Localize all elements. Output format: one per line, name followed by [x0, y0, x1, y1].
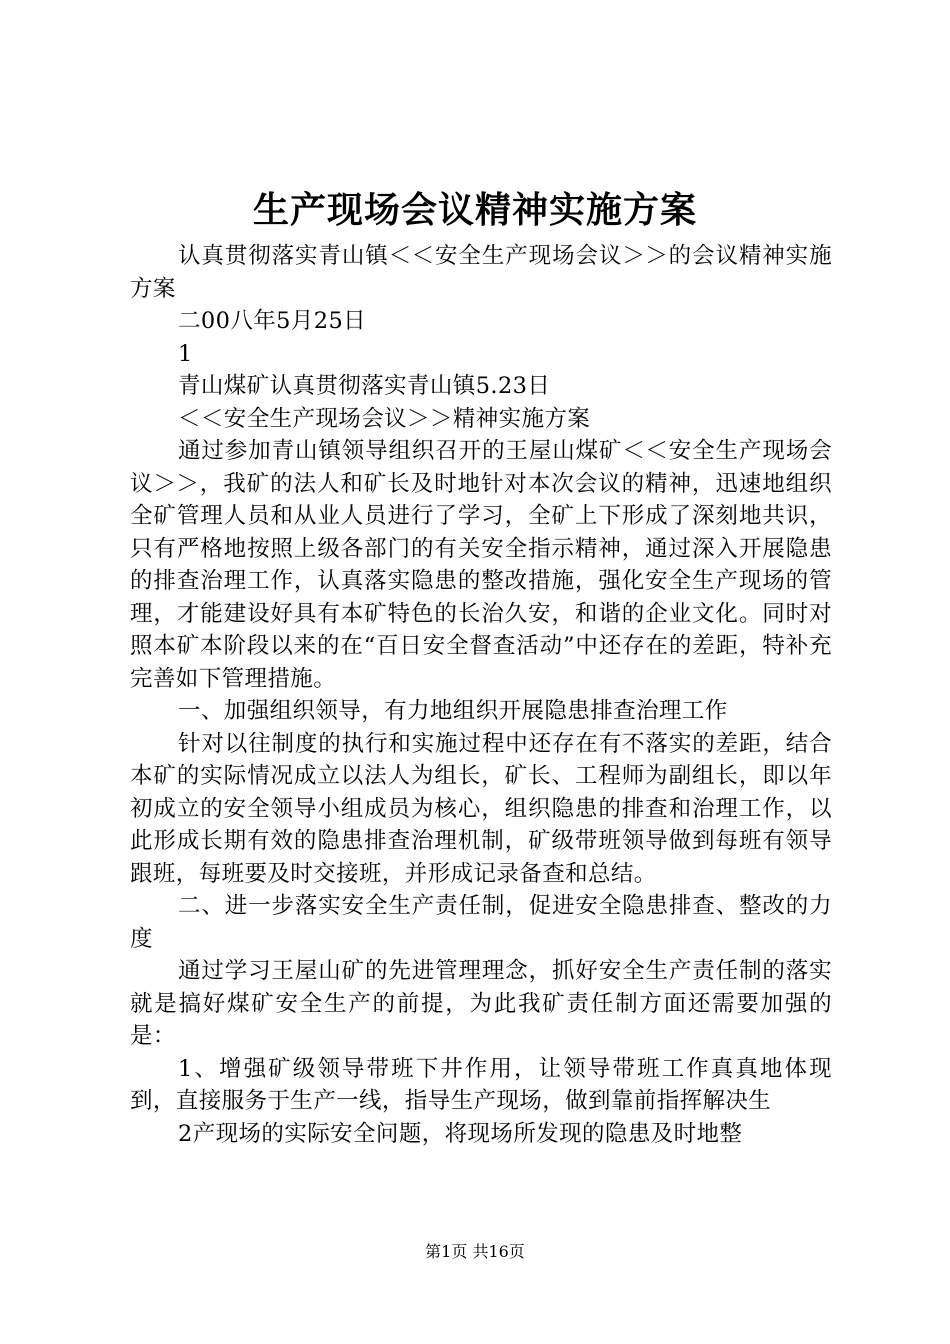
- paragraph-number: 1: [178, 340, 193, 367]
- document-body: [130, 240, 832, 1150]
- section-heading-2: 二、进一步落实安全生产责任制，促进安全隐患排查、整改的力度: [130, 893, 832, 952]
- paragraph-date: 二00八年5月25日: [178, 308, 367, 334]
- list-item-2: 2产现场的实际安全问题，将现场所发现的隐患及时地整: [178, 1120, 743, 1147]
- document-title: 生产现场会议精神实施方案: [252, 189, 697, 231]
- paragraph-intro: 通过参加青山镇领导组织召开的王屋山煤矿＜＜安全生产现场会议＞＞，我矿的法人和矿长及时地针对本次会议的精神，迅速地组织全矿管理人员和从业人员进行了学习，全矿上下形成了深刻地共识，只有严格地按照上级各部门的有关安全指示精神，通过深入开展隐患的排查治理工作，认真落实隐患的整改措施，强化安全生产现场的管理，才能建设好具有本矿特色的长治久安，和谐的企业文化。同时对照本矿本阶段以来的在“百日安全督查活动”中还存在的差距，特补充完善如下管理措施。: [130, 438, 832, 692]
- section-heading-1: 一、加强组织领导，有力地组织开展隐患排查治理工作: [178, 698, 728, 724]
- paragraph-section-2: 通过学习王屋山矿的先进管理理念，抓好安全生产责任制的落实就是搞好煤矿安全生产的前提，为此我矿责任制方面还需要加强的是：: [130, 958, 832, 1049]
- list-item-1: 1、增强矿级领导带班下井作用，让领导带班工作真真地体现到，直接服务于生产一线，指导生产现场，做到靠前指挥解决生: [130, 1055, 832, 1114]
- paragraph-subtitle-1: 青山煤矿认真贯彻落实青山镇5.23日: [178, 373, 551, 399]
- paragraph-section-1: 针对以往制度的执行和实施过程中还存在有不落实的差距，结合本矿的实际情况成立以法人为组长，矿长、工程师为副组长，即以年初成立的安全领导小组成员为核心，组织隐患的排查和治理工作，以此形成长期有效的隐患排查治理机制，矿级带班领导做到每班有领导跟班，每班要及时交接班，并形成记录备查和总结。: [130, 730, 832, 887]
- paragraph-subtitle-2: ＜＜安全生产现场会议＞＞精神实施方案: [178, 405, 591, 432]
- paragraph-heading: 认真贯彻落实青山镇＜＜安全生产现场会议＞＞的会议精神实施方案: [130, 243, 832, 302]
- page-footer: 第1页 共16页: [425, 1242, 525, 1261]
